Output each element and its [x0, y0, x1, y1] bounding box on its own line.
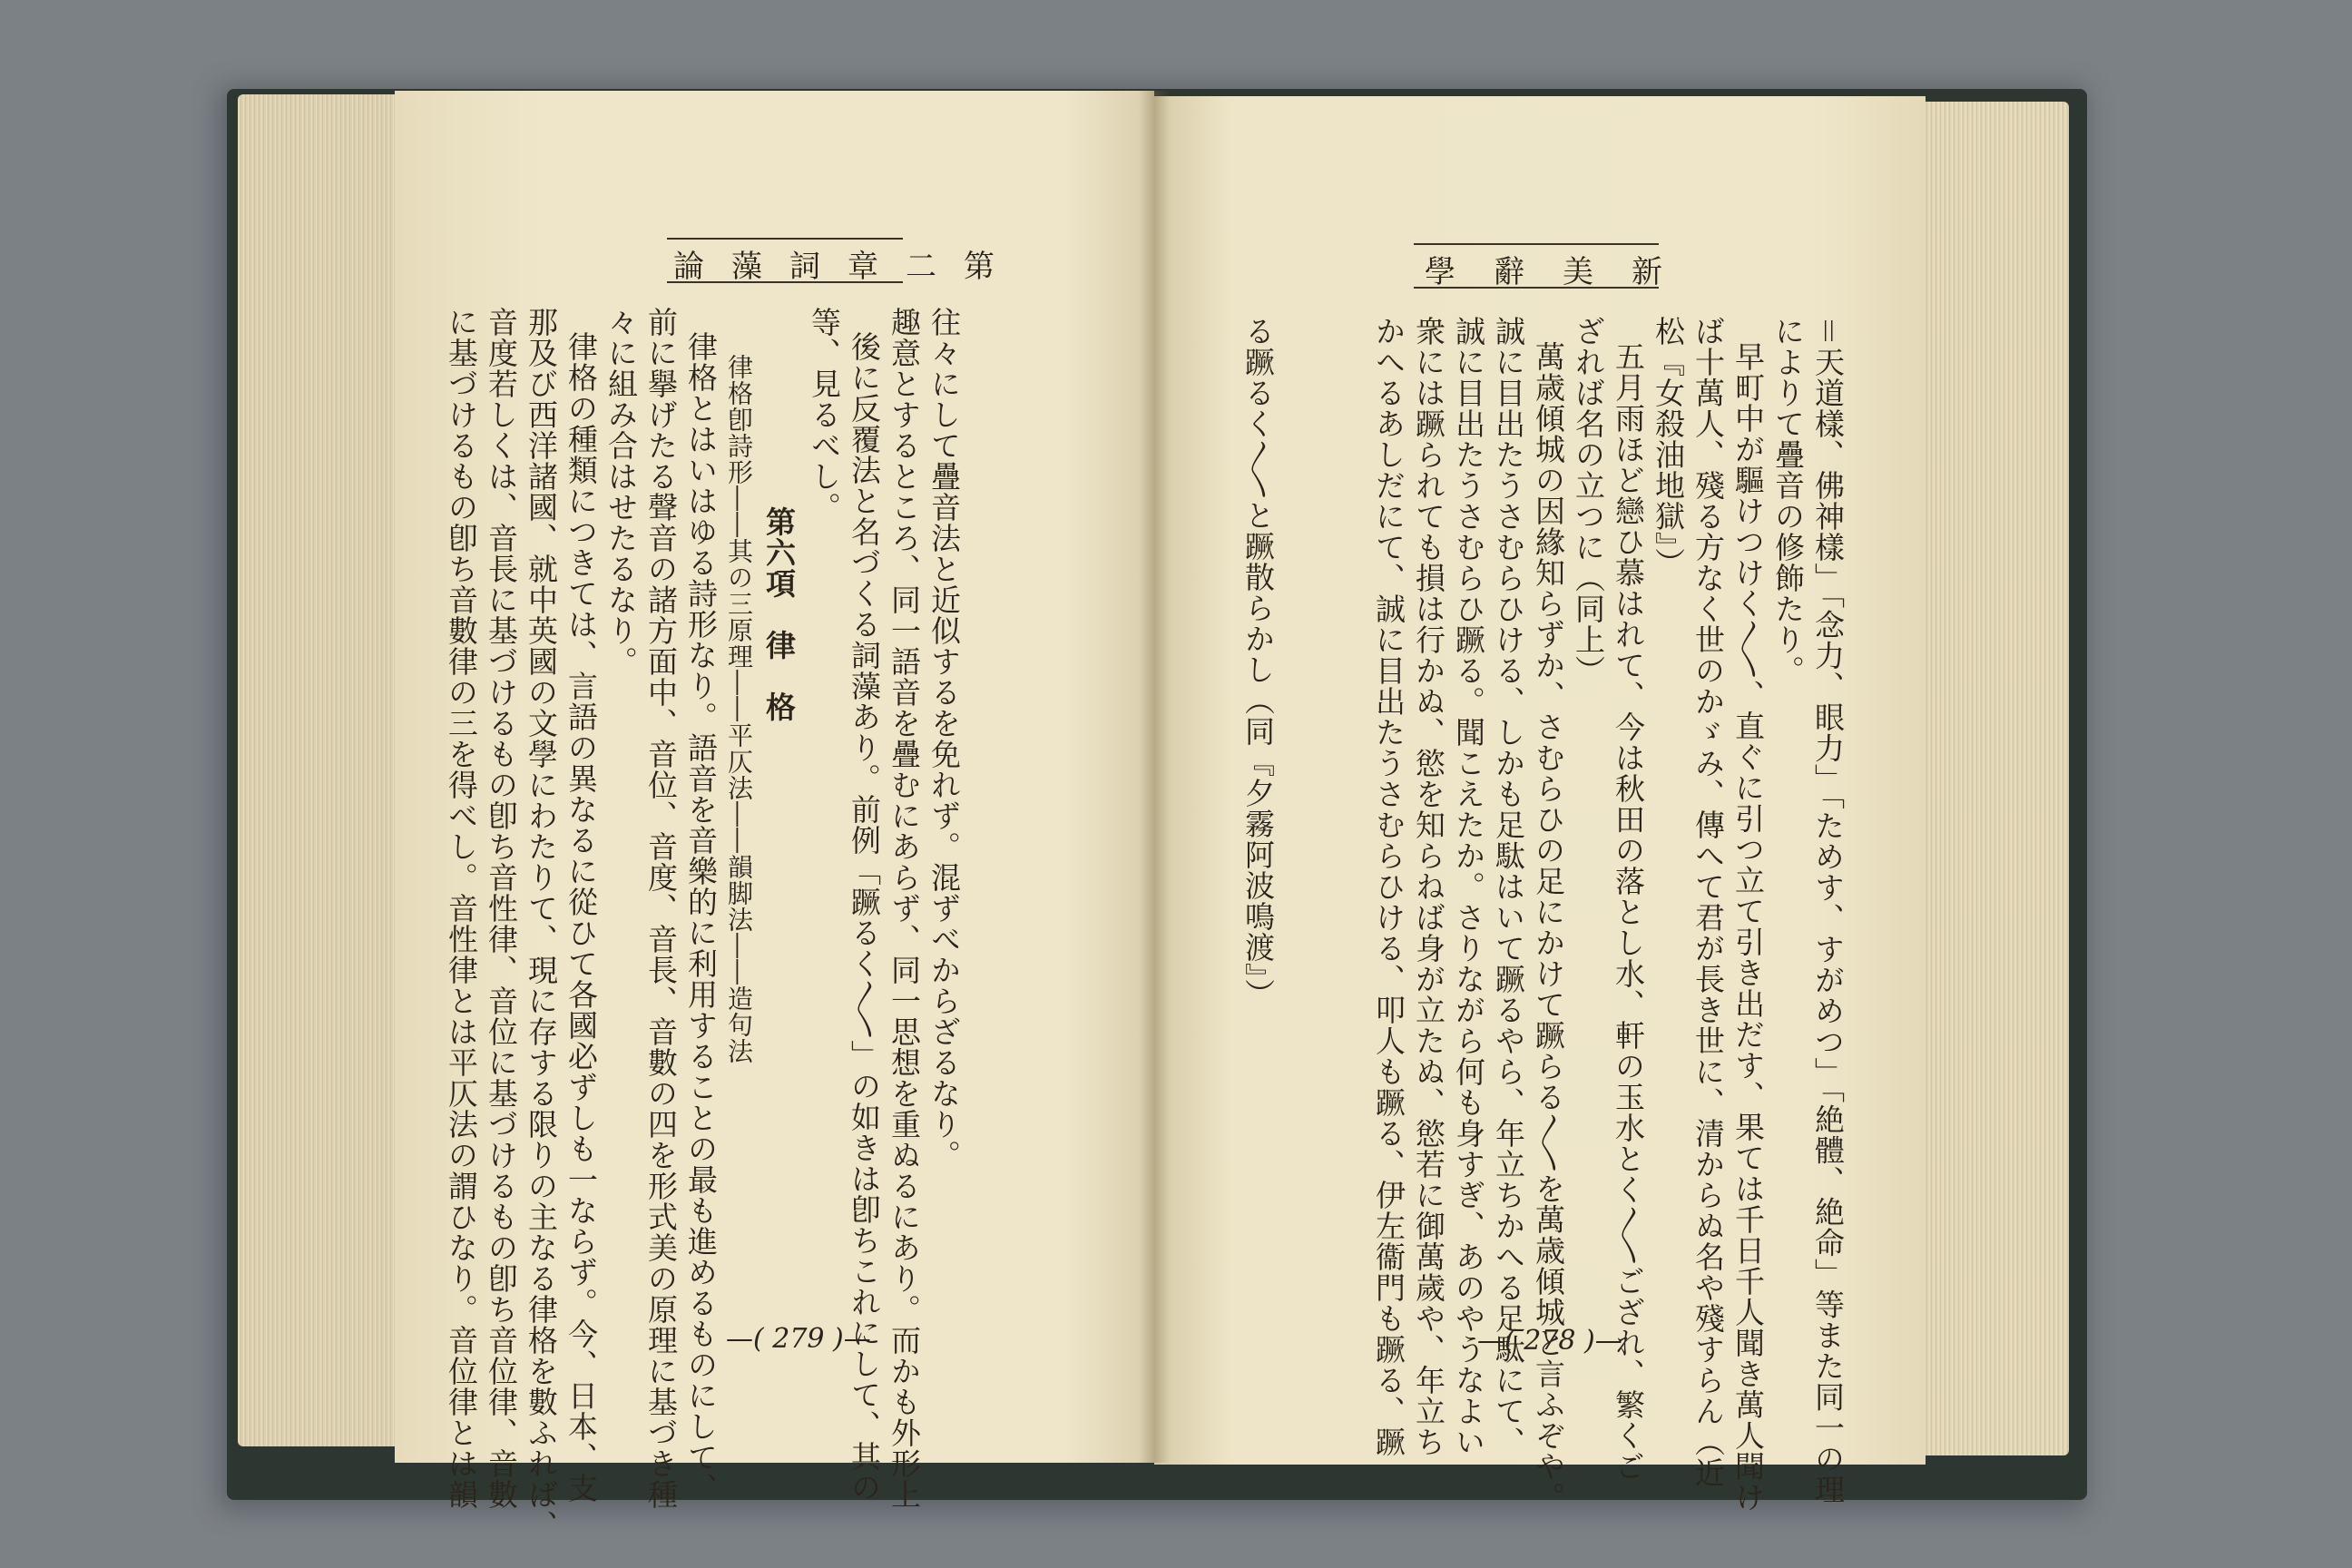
left-column-9: 々に組み合はせたるなり。 [603, 307, 639, 677]
right-page-number: —( 278 )— [1477, 1325, 1622, 1357]
right-column-6: 五月雨ほど戀ひ慕はれて、今は秋田の落とし水、軒の玉水とく〳〵ござれ、繁くご [1611, 341, 1646, 1482]
left-column-11: 那及び西洋諸國、就中英國の文學にわたりて、現に存する限りの主なる律格を數ふれば、 [524, 307, 559, 1541]
left-running-header: 論藻詞章二第 [673, 249, 1022, 285]
right-column-13: る蹶るく〳〵と蹶散らかし（同『夕霧阿波鳴渡』） [1240, 316, 1276, 1010]
right-column-4: ば十萬人、殘る方なく世のかゞみ、傳へて君が長き世に、清からぬ名や殘すらん（近 [1690, 316, 1726, 1488]
right-running-header: 學辭美新 [1425, 254, 1700, 290]
page-edges-right [1915, 102, 2069, 1455]
left-column-1: 往々にして疊音法と近似するを免れず。混ずべからざるなり。 [926, 307, 962, 1171]
right-column-2: によりて疊音の修飾たり。 [1770, 316, 1806, 686]
right-column-3: 早町中が驅けつけく〳〵、直ぐに引つ立て引き出だす、果ては千日千人聞き萬人聞け [1730, 341, 1766, 1513]
left-column-3: 後に反覆法と名づくる詞藻あり。前例「蹶るく〳〵」の如きは卽ちこれにして、其の [847, 331, 882, 1503]
left-column-10: 律格の種類につきては、言語の異なるに從ひて各國必ずしも一ならず。今、日本、支 [564, 331, 599, 1504]
left-column-12: 音度若しくは、音長に基づけるもの卽ち音性律、音位に基づけるもの卽ち音位律、音數 [484, 307, 519, 1510]
book-gutter [1139, 91, 1170, 1463]
right-column-9: 誠に目出たうさむらひける、しかも足駄はいて蹶るやら、年立ちかへる足駄にて、 [1491, 316, 1526, 1457]
right-column-5: 松『女殺油地獄』） [1651, 316, 1686, 579]
right-column-10: 誠に目出たうさむらひ蹶る。聞こえたか。さりながら何も身すぎ、あのやうなよい [1451, 316, 1486, 1457]
left-column-8: 前に擧げたる聲音の諸方面中、音位、音度、音長、音數の四を形式美の原理に基づき種 [643, 307, 679, 1510]
page-edges-left [238, 94, 401, 1446]
right-column-12: かへるあしだにて、誠に目出たうさむらひける、叩人も蹶る、伊左衞門も蹶る、蹶 [1371, 316, 1406, 1457]
left-page-number: —( 279 )— [726, 1323, 871, 1355]
right-column-8: 萬歳傾城の因緣知らずか、さむらひの足にかけて蹶らる〳〵を萬歳傾城と言ふぞや。 [1531, 341, 1566, 1513]
right-column-1: ＝天道樣、佛神樣」「念力、眼力」「ためす、すがめつ」「絶體、絶命」等また同一の理 [1810, 316, 1846, 1505]
right-column-11: 衆には蹶られても損は行かぬ、慾を知らねば身が立たぬ、慾若に御萬歲や、年立ち [1411, 316, 1446, 1457]
left-column-2: 趣意とするところ、同一語音を疊むにあらず、同一思想を重ぬるにあり。而かも外形上 [887, 307, 922, 1510]
left-subheading: 律格卽詩形――其の三原理――平仄法――韻脚法――造句法 [724, 354, 754, 1064]
left-column-7: 律格とはいはゆる詩形なり。語音を音樂的に利用することの最も進めるものにして、 [683, 331, 719, 1504]
left-column-13: に基づけるもの卽ち音數律の三を得べし。音性律とは平仄法の謂ひなり。音位律とは韻 [444, 307, 479, 1510]
left-section-heading: 第六項 律 格 [761, 506, 797, 722]
right-column-7: ざれば名の立つに（同上） [1571, 316, 1606, 686]
left-column-4: 等、見るべし。 [807, 307, 842, 523]
